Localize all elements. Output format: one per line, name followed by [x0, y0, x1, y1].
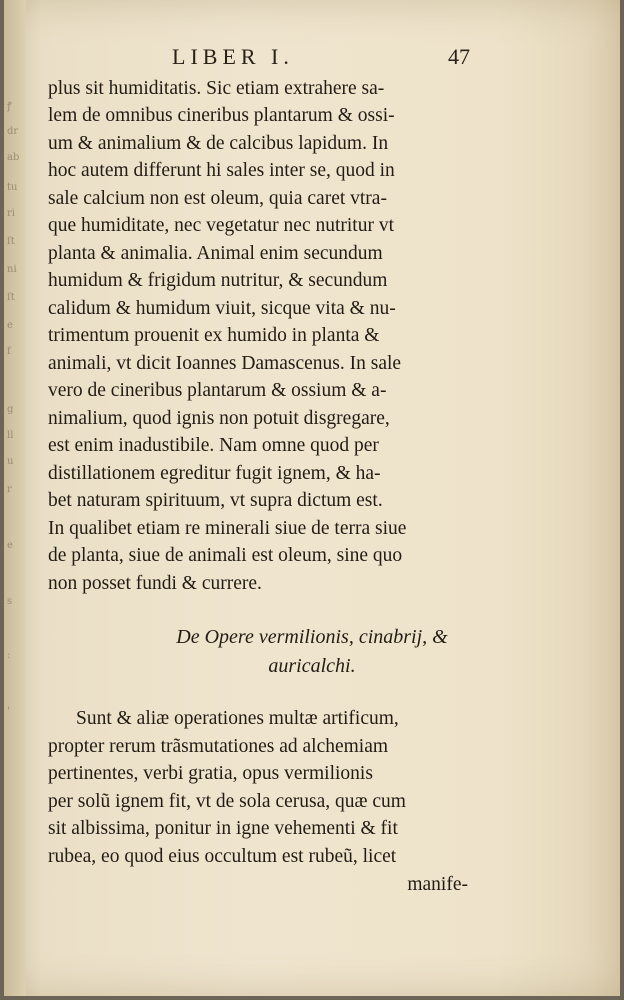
- bleed-through-mark: e: [7, 320, 13, 331]
- text-line: propter rerum trãsmutationes ad alchemiam: [48, 736, 389, 757]
- text-line: trimentum prouenit ex humido in planta &: [48, 325, 380, 346]
- bleed-through-mark: ': [7, 706, 10, 717]
- bleed-through-mark: u: [7, 456, 14, 467]
- text-line: um & animalium & de calcibus lapidum. In: [48, 133, 389, 154]
- bleed-through-mark: ni: [7, 264, 17, 275]
- text-line: animali, vt dicit Ioannes Damascenus. In sale: [48, 353, 402, 374]
- book-page: [4, 0, 620, 996]
- text-line: sale calcium non est oleum, quia caret vtra-: [48, 188, 387, 209]
- page-number: 47: [448, 44, 470, 69]
- text-line: que humiditate, nec vegetatur nec nutritur vt: [48, 215, 395, 236]
- bleed-through-mark: ri: [7, 208, 15, 219]
- text-line: pertinentes, verbi gratia, opus vermilionis: [48, 763, 373, 784]
- text-line: bet naturam spirituum, vt supra dictum est.: [48, 490, 383, 511]
- catchword: manife-: [407, 874, 468, 895]
- text-line: humidum & frigidum nutritur, & secundum: [48, 270, 388, 291]
- text-line: rubea, eo quod eius occultum est rubeũ, licet: [48, 846, 397, 867]
- bleed-through-mark: tu: [7, 182, 18, 193]
- bleed-through-mark: :: [7, 650, 11, 661]
- bleed-through-mark: ſt: [7, 236, 15, 247]
- text-line: plus sit humiditatis. Sic etiam extrahere sa-: [48, 78, 385, 99]
- text-line: distillationem egreditur fugit ignem, & ha-: [48, 463, 381, 484]
- section-heading: De Opere vermilionis, cinabrij, &: [176, 626, 448, 648]
- bleed-through-mark: ab: [7, 152, 20, 163]
- bleed-through-mark: f: [7, 346, 11, 357]
- page-gutter: [4, 0, 26, 996]
- bleed-through-mark: r: [7, 484, 12, 495]
- text-line: nimalium, quod ignis non potuit disgregare,: [48, 408, 390, 429]
- section-heading-continued: auricalchi.: [268, 655, 356, 677]
- text-line: est enim inadustibile. Nam omne quod per: [48, 435, 379, 456]
- bleed-through-mark: ꝭ: [7, 101, 12, 112]
- running-head: LIBER I.: [172, 44, 294, 69]
- text-line: lem de omnibus cineribus plantarum & ossi-: [48, 105, 395, 126]
- page-header: [4, 44, 620, 74]
- text-line: vero de cineribus plantarum & ossium & a-: [48, 380, 387, 401]
- bleed-through-mark: dr: [7, 126, 19, 137]
- text-line: hoc autem differunt hi sales inter se, quod in: [48, 160, 395, 181]
- text-line: In qualibet etiam re minerali siue de terra siue: [48, 518, 407, 539]
- bleed-through-mark: ſt: [7, 292, 15, 303]
- text-line: planta & animalia. Animal enim secundum: [48, 243, 383, 264]
- text-line: sit albissima, ponitur in igne vehementi & fit: [48, 818, 398, 839]
- bleed-through-mark: s: [7, 596, 13, 607]
- bleed-through-mark: e: [7, 540, 13, 551]
- text-line: per solũ ignem fit, vt de sola cerusa, quæ cum: [48, 791, 406, 812]
- text-line: Sunt & aliæ operationes multæ artificum,: [76, 708, 399, 729]
- bleed-through-mark: g: [7, 404, 14, 415]
- text-line: calidum & humidum viuit, sicque vita & nu-: [48, 298, 396, 319]
- text-line: non posset fundi & currere.: [48, 573, 262, 594]
- bleed-through-mark: ll: [7, 430, 14, 441]
- text-line: de planta, siue de animali est oleum, sine quo: [48, 545, 403, 566]
